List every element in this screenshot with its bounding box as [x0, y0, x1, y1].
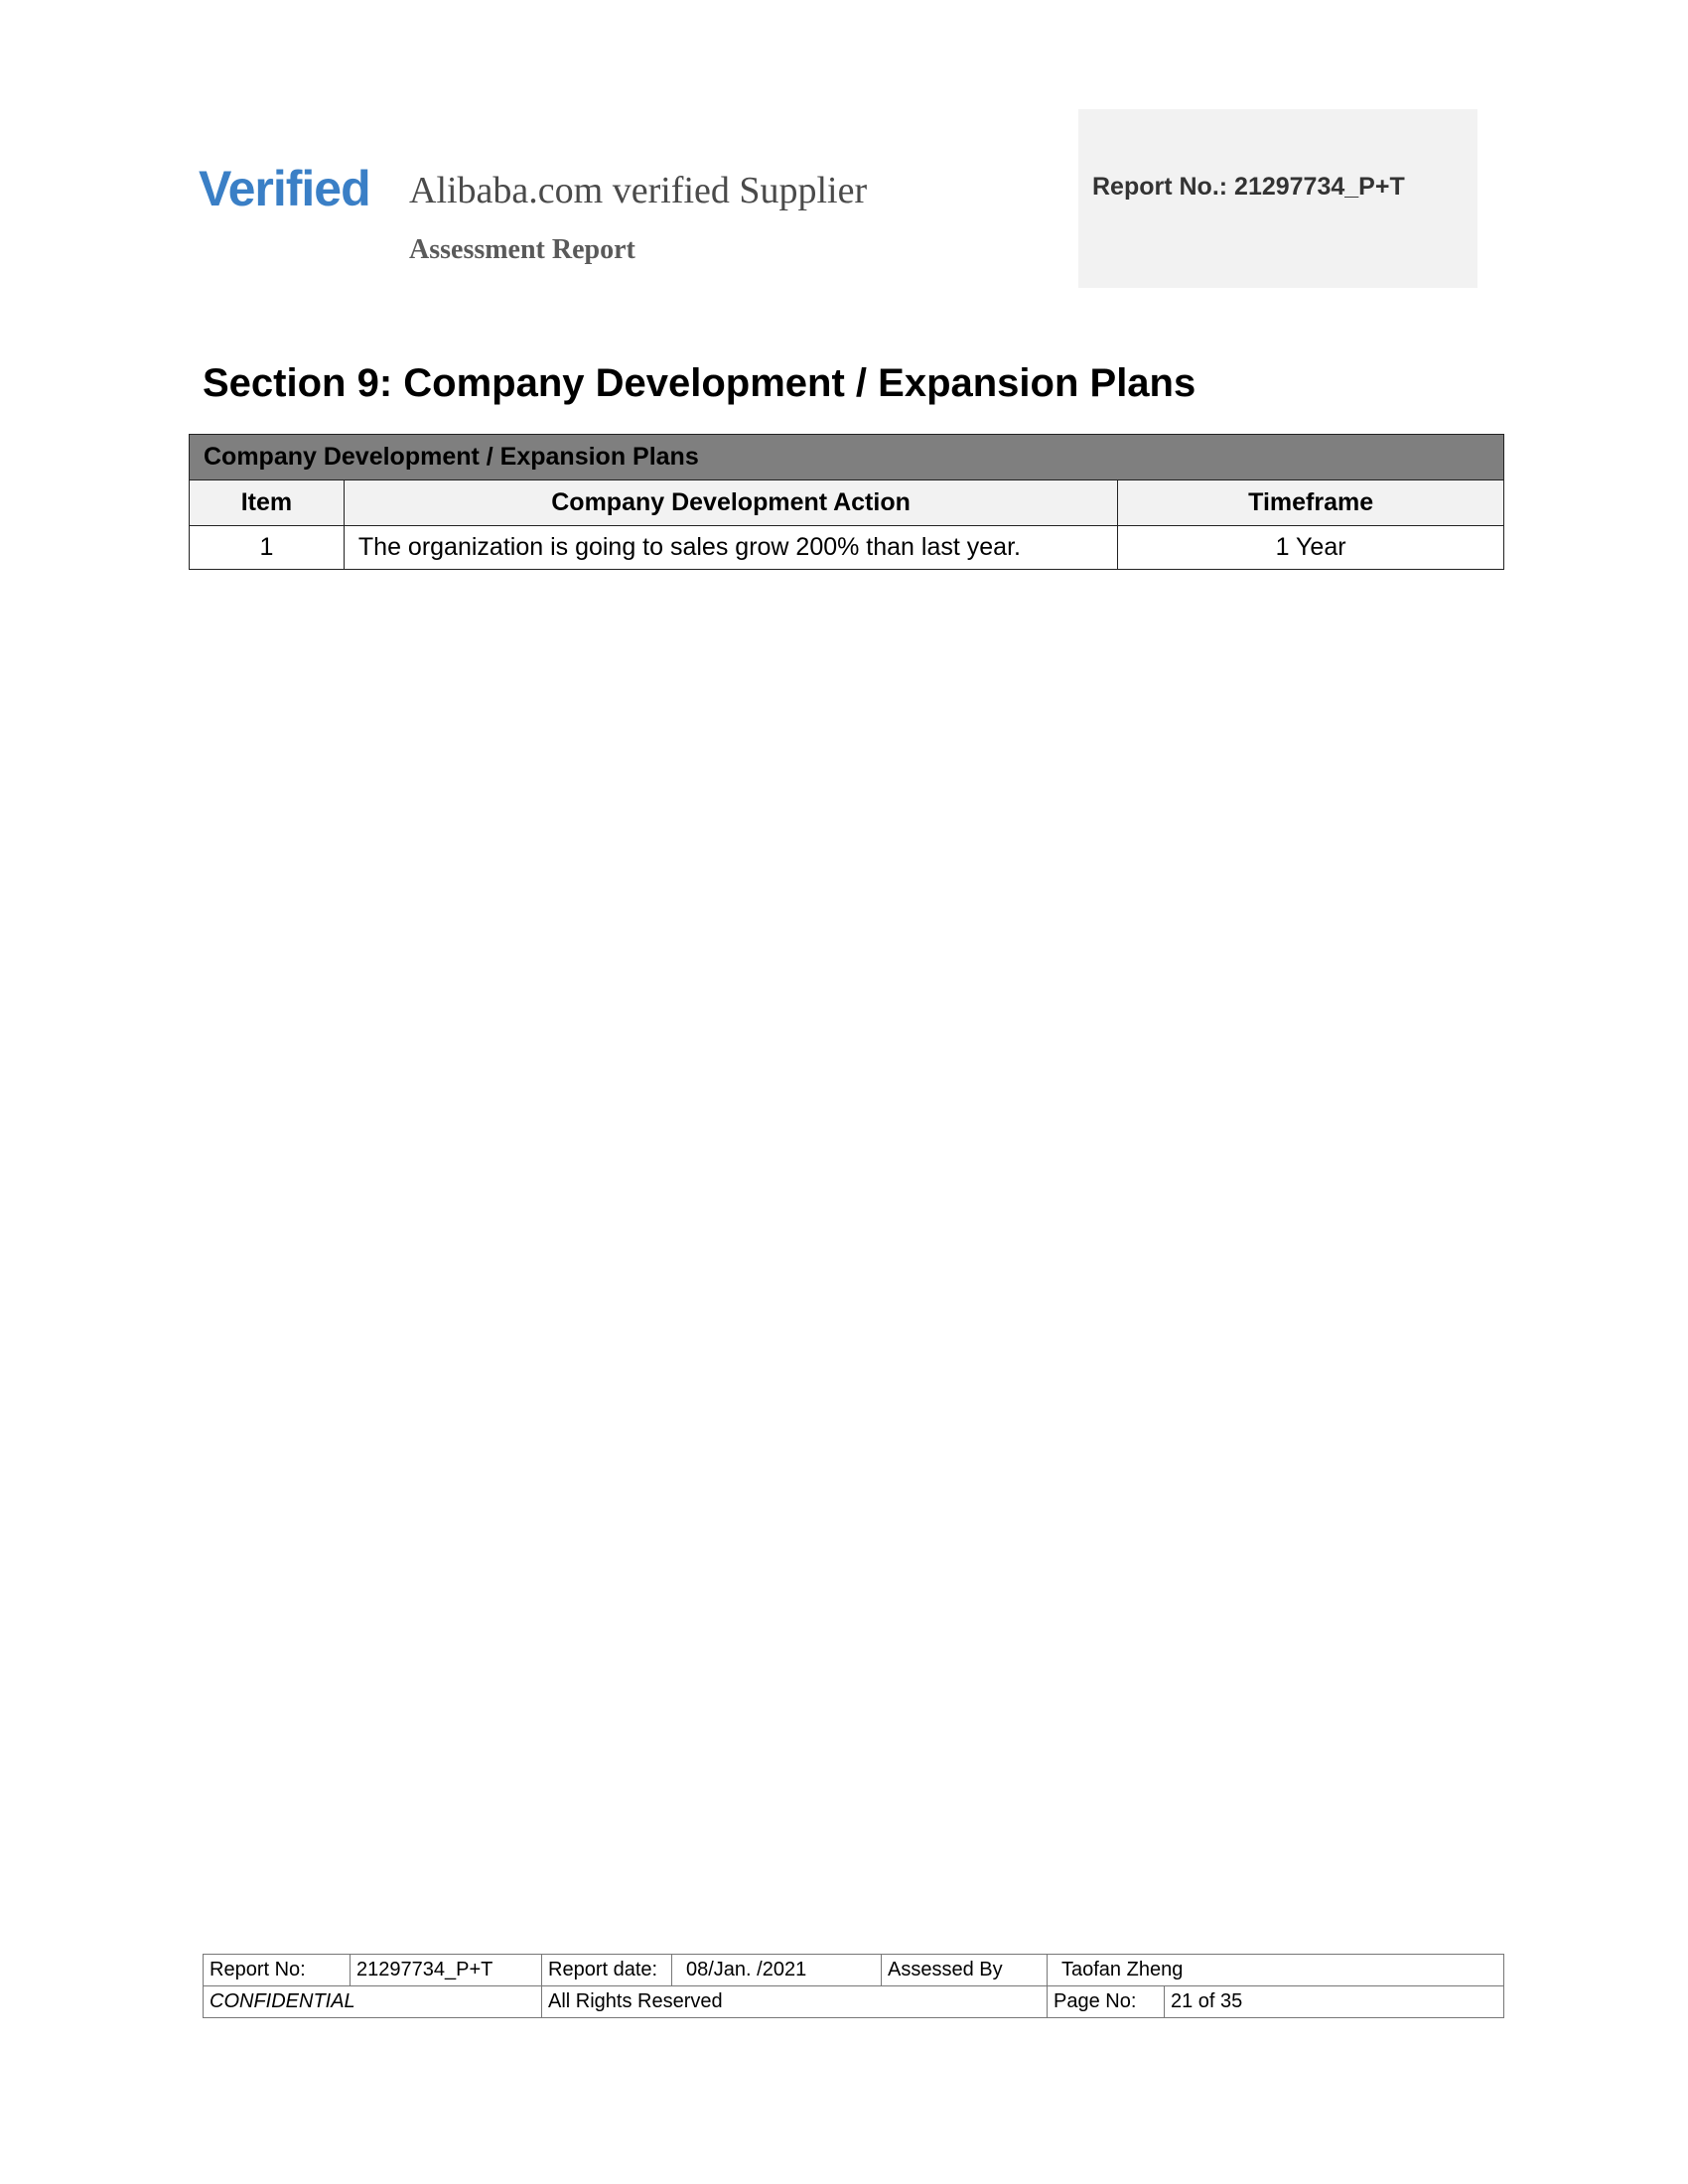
footer-page-no-value: 21 of 35: [1165, 1986, 1504, 2018]
footer-report-date-label: Report date:: [542, 1955, 672, 1986]
column-header-item: Item: [190, 480, 345, 526]
footer-assessed-by-value: Taofan Zheng: [1048, 1955, 1504, 1986]
row-timeframe: 1 Year: [1118, 526, 1504, 570]
footer-row-2: [204, 1986, 1504, 2018]
expansion-plans-table: [189, 434, 1504, 570]
footer-report-no-label: Report No:: [204, 1955, 351, 1986]
column-header-action: Company Development Action: [344, 480, 1117, 526]
footer-report-date-value: 08/Jan. /2021: [672, 1955, 882, 1986]
footer-report-no-value: 21297734_P+T: [351, 1955, 542, 1986]
header-subtitle: Assessment Report: [409, 234, 635, 265]
row-item: 1: [190, 526, 345, 570]
table-caption-row: [190, 435, 1504, 480]
column-header-timeframe: Timeframe: [1118, 480, 1504, 526]
table-header-row: [190, 480, 1504, 526]
footer-confidential: CONFIDENTIAL: [204, 1986, 542, 2018]
header-title: Alibaba.com verified Supplier: [409, 170, 868, 211]
table-caption: Company Development / Expansion Plans: [190, 435, 1504, 480]
section-title: Section 9: Company Development / Expansion Plans: [203, 361, 1196, 405]
page-footer: [203, 1954, 1504, 2018]
report-number-text: Report No.: 21297734_P+T: [1092, 173, 1405, 201]
table-row: [190, 526, 1504, 570]
verified-logo-text: Verified: [199, 161, 370, 216]
footer-row-1: [204, 1955, 1504, 1986]
row-action: The organization is going to sales grow 200% than last year.: [344, 526, 1117, 570]
footer-rights: All Rights Reserved: [542, 1986, 1048, 2018]
footer-assessed-by-label: Assessed By: [882, 1955, 1048, 1986]
verified-logo: [199, 159, 370, 218]
report-number-box: [1078, 109, 1477, 288]
footer-page-no-label: Page No:: [1048, 1986, 1165, 2018]
